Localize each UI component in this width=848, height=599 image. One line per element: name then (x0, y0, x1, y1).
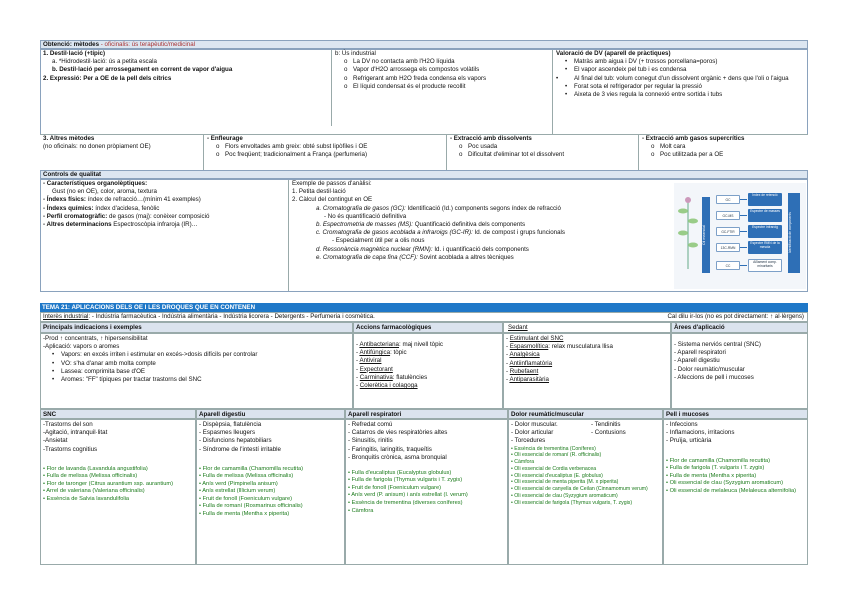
principal-line: Vapors: en excés irriten i estimular en excés->dosis difícils per controlar (61, 351, 258, 359)
oil-item: • Oli essencial de romaní (R. officinalis) (511, 452, 602, 459)
col-head-dolor: Dolor reumàtic/muscular (508, 409, 663, 419)
enfleurage-item: Flors envoltades amb greix: obté subst lipòfiles i OE (225, 143, 368, 151)
step-1: 1. Petita destil·lació (292, 188, 346, 196)
principal-line: Aromes: "FF" típiques per tractar trastorns del SNC (61, 375, 202, 383)
area-item: - Dolor reumàtic/muscular (674, 365, 745, 373)
oil-item: • Essència de Salvia lavandulifolia (43, 495, 130, 502)
indication: -Trastorns del son (43, 421, 93, 428)
step-c-note: - Especialment útil per a olis nous (332, 237, 425, 245)
step-a-title: a. Cromatografia de gasos (GC): (316, 204, 406, 212)
dissolvents-heading: - Extracció amb dissolvents (450, 135, 532, 142)
obtencio-col-2 (331, 50, 551, 126)
oil-list (511, 446, 660, 507)
action-note: : flatulències (392, 373, 428, 381)
qc-organoleptic: - Característiques organolèptiques: (43, 180, 148, 187)
oil-item: • Fulla de menta (Mentha x piperita) (199, 510, 290, 517)
method-box: 13C-RMN (716, 243, 740, 252)
result-box: Aïllament comp. minoritaris (748, 259, 782, 272)
indication: -Ansietat (43, 437, 68, 445)
oil-item: • Anís estrellat (Illicium verum) (199, 488, 276, 495)
accions-header: Accions farmacològiques (353, 322, 503, 333)
oil-item: • Fulla d'eucaliptus (Eucalyptus globulus) (348, 469, 452, 476)
oil-item: • Flor de camamilla (Chamomilla recutita) (199, 465, 304, 472)
oil-item: • Oli essencial de melaleuca (Melaleuca alternifolia) (666, 487, 797, 494)
action-note: : maj nivell tòpic (399, 341, 444, 348)
indication: - Tendinitis (591, 421, 621, 428)
industrial-item: Vapor d'H2O arrossega els compostos volàtils (353, 66, 480, 74)
action-item: Antibacteriana (359, 341, 399, 348)
indication: - Espasmes lleugers (199, 429, 256, 437)
method-box: GC-MS (716, 211, 740, 220)
oil-item: • Càmfora (511, 459, 535, 466)
action-item: Analgèsica (509, 351, 540, 359)
principals-header: Principals indicacions i exemples (40, 322, 353, 333)
indication: - Inflamacions, irritacions (666, 429, 735, 437)
oil-item: • Fulla de melissa (Melissa officinalis) (43, 473, 138, 480)
oil-item: • Flor de camamilla (Chamomilla recutita) (666, 457, 771, 464)
oil-item: • Fulla de romaní (Rosmarinus officinalis) (199, 503, 303, 510)
action-note: : tòpic (390, 349, 407, 357)
oil-item: • Essència de trementina (Coníferes) (511, 445, 596, 452)
obtencio-col-3: Valoració de DV (aparell de pràctiques) • Matràs amb aigua i DV (+ trossos porcellana=poros) • El vapor ascendeix pel tub i es condensa • Al final del tub: volum conegut d'un dissolvent orgànic + dens que l'oli o l'aigua • Forat sota el refrigerador per regular la pressió • Aixeta de 3 vies regula la connexió entre sortida i tubs (552, 50, 806, 134)
oil-item: • Flor de lavanda (Lavandula angustifolia) (43, 465, 148, 472)
result-box: Espectre de masses (748, 209, 782, 222)
col-respiratori (345, 419, 508, 565)
action-item: Antifúngica (359, 349, 391, 357)
oil-item: • Fulla de menta (Mentha x piperita) (666, 472, 757, 479)
indication: - Pruïja, urticària (666, 437, 712, 445)
indication: - Dolor muscular. (511, 421, 558, 428)
dilution-note: Cal dilu ir-los (no es pot directament: ↑ al·lèrgens) (667, 313, 804, 320)
action-item: Antiparasitària (509, 375, 549, 383)
section-note: - oficinalis: ús terapèutic/medicinal (100, 41, 196, 48)
action-item: Espasmolítica (509, 343, 549, 351)
method-box: GC-FTIR (716, 227, 740, 236)
indication: - Infeccions (666, 421, 698, 428)
step-b-title: b. Espectrometria de masses (MS): (316, 220, 413, 228)
qc-label: - Altres determinacions (43, 220, 112, 228)
steps-heading: Exemple de passos d'anàlisi: (292, 180, 372, 187)
oil-item: • Càmfora (348, 507, 374, 514)
plant-icon (676, 191, 700, 271)
result-box: Espectre RMN de la mescla (748, 241, 782, 254)
qc-label: - Índexs físics: (43, 196, 86, 204)
step-a-note: - No és quantificació definitiva (324, 212, 407, 220)
area-item: - Aparell respiratori (674, 349, 726, 357)
indication: - Síndrome de l'intestí irritable (199, 445, 281, 453)
indication: - Dispèpsia, flatulència (199, 421, 262, 428)
accions-col2-top (503, 322, 671, 333)
supercritics-heading: - Extracció amb gasos supercrítics (642, 135, 745, 142)
valoracio-heading: Valoració de DV (aparell de pràctiques) (556, 50, 671, 57)
qc-label: - Perfil cromatogràfic: (43, 212, 108, 220)
controls-steps (288, 180, 672, 291)
arees-block (671, 333, 808, 409)
qc-organoleptic-detail: Gust (no en OE), color, aroma, textura (52, 188, 157, 196)
col-pell (663, 419, 808, 565)
arrow-icons (740, 195, 748, 273)
dissolvents-block: - Extracció amb dissolvents o Poc usada o Dificultat d'eliminar tot el dissolvent (446, 135, 638, 170)
step-2: 2. Càlcul del contingut en OE (292, 196, 373, 204)
oil-item: • Essència de trementina (diverses coníferes) (348, 500, 463, 506)
oil-item: • Fulla de melissa (Melissa officinalis) (199, 473, 294, 480)
area-item: - Afeccions de pell i mucoses (674, 373, 754, 381)
indication: - Dolor articular (511, 429, 554, 437)
action-item: Expectorant (359, 365, 393, 373)
industrial-item: La DV no contacta amb l'H2O líquida (353, 58, 455, 66)
principal-line: -Aplicació: vapors o aromes (43, 343, 120, 351)
method-box: CC (716, 261, 740, 270)
qc-detail: índex de refracció…(mínim 41 exemples) (85, 196, 201, 204)
supercritics-block: - Extracció amb gasos supercrítics o Molt cara o Poc utilitzada per a OE (638, 135, 808, 170)
principals-block: -Prod ↑ concentrats, ↑ hipersensibilitat -Aplicació: vapors o aromes • Vapors: en excés irriten i estimular en excés->dosis difícils per controlar • VO: s'ha d'anar amb molta compte • Lassea: comprimita base d'OE • Aromes: "FF" típiques per tractar trastorns del SNC (40, 333, 353, 409)
action-item: Rubefaent (509, 367, 539, 375)
action-item: Antiinflamatòria (509, 359, 553, 367)
oil-item: • Anís verd (Pimpinella anisum) (199, 480, 278, 487)
step-e-title: e. Cromatografia de capa fina (CCF): (316, 253, 418, 261)
indication: - Catarros de vies respiratòries altes (348, 429, 448, 437)
oil-item: • Oli essencial de clau (Syzygium aromaticum) (511, 492, 618, 499)
controls-left (43, 180, 287, 229)
indication: - Sinusitis, rinitis (348, 437, 393, 445)
oil-item: • Oli essencial de clau (Syzygium aromaticum) (666, 480, 784, 487)
method-1a: a. *Hidrodestil·lació: ús a petita escala (52, 58, 157, 66)
step-c-text: Id. de compost i grups funcionals (472, 229, 566, 237)
oil-item: • Oli essencial de Cordia verbenacea (511, 465, 597, 472)
industrial-item: Refrigerant amb H2O freda condensa els vapors (353, 74, 487, 82)
col-dolor (508, 419, 663, 565)
industrial-use-heading: b: Ús industrial (335, 50, 376, 57)
indication: -Agitació, intranquil·litat (43, 429, 108, 437)
section-obtencio-header (40, 40, 808, 49)
indication: - Bronquitis crònica, asma bronquial (348, 453, 447, 461)
action-item: Colerètica i colagoga (359, 381, 418, 389)
action-item: Sedant (508, 324, 528, 331)
valoracio-item: Aixeta de 3 vies regula la connexió entre sortida i tubs (574, 90, 723, 98)
enfleurage-heading: - Enfleurage (207, 135, 243, 142)
accions-block-1: - Antibacteriana: maj nivell tòpic - Antifúngica: tòpic - Antiviral - Expectorant - Carminativa: flatulències - Colerètica i colagoga (353, 333, 503, 409)
other-methods-label (43, 135, 213, 151)
section-title: Obtenció: mètodes (43, 41, 100, 48)
col-head-respiratori: Aparell respiratori (345, 409, 508, 419)
oil-item: • Flor de taronger (Citrus aurantium ssp. aurantium) (43, 480, 174, 487)
method-1b: b. Destil·lació per arrossegament en corrent de vapor d'aigua (52, 66, 233, 74)
valoracio-item: Matràs amb aigua i DV (+ trossos porcellana=poros) (574, 58, 718, 66)
dissolvents-item: Poc usada (468, 143, 498, 151)
oil-item: • Fulla de farigola (Thymus vulgaris i T. zygis) (348, 477, 463, 484)
qc-detail: Espectroscòpia infraroja (IR)… (111, 220, 198, 228)
col-head-pell: Pell i mucoses (663, 409, 808, 419)
section-title: Controls de qualitat (43, 171, 102, 178)
indication: - Torcedures (511, 437, 546, 445)
area-item: - Aparell digestiu (674, 357, 720, 365)
analysis-diagram (674, 183, 806, 289)
valoracio-item: Forat sota el refrigerador per regular la pressió (574, 82, 702, 90)
indication: -Trastorns cognitius (43, 445, 98, 453)
step-b-text: Quantificació definitiva dels components (412, 220, 526, 228)
qc-detail: de gasos (maj): conèixer composició (107, 212, 210, 220)
oil-item: • Fruit de fonoll (Foeniculum vulgare) (199, 495, 293, 502)
method-1: 1. Destil·lació (+típic) (43, 50, 106, 57)
enfleurage-block: - Enfleurage o Flors envoltades amb greix: obté subst lipòfiles i OE o Poc freqüent; tradicionalment a França (perfumeria) (203, 135, 448, 170)
tema-title: TEMA 21: APLICACIONS DELS OE I LES DROQUES QUE EN CONTENEN (40, 303, 808, 312)
method-2: 2. Expressió: Per a OE de la pell dels cítrics (43, 74, 172, 82)
col-snc (40, 419, 196, 565)
supercritics-item: Poc utilitzada per a OE (660, 151, 724, 159)
principal-line: -Prod ↑ concentrats, ↑ hipersensibilitat (43, 335, 148, 342)
step-e-text: Sovint acoblada a altres tècniques (417, 253, 514, 261)
oil-item: • Oli essencial de farigola (Thymus vulgaris, T. zygis) (511, 499, 633, 506)
valoracio-item: El vapor ascendeix pel tub i es condensa (574, 66, 687, 74)
col-head-snc: SNC (40, 409, 196, 419)
area-item: - Sistema nerviós central (SNC) (674, 341, 761, 348)
identification-label: Identificació de components (788, 193, 800, 273)
other-methods-title: 3. Altres mètodes (43, 135, 95, 142)
oil-item: • Arrel de valeriana (Valeriana officinalis) (43, 488, 145, 495)
industrial-list: o La DV no contacta amb l'H2O líquida o Vapor d'H2O arrossega els compostos volàtils o Refrigerant amb H2O freda condensa els vapors o El líquid condensat és el producte recollit (344, 58, 487, 90)
col-head-digestiu: Aparell digestiu (196, 409, 345, 419)
enfleurage-item: Poc freqüent; tradicionalment a França (perfumeria) (225, 151, 368, 159)
industrial-interest-text: : - Indústria farmacèutica - Indústria alimentària - Indústria licorera - Detergents - Perfumeria i cosmètica. (88, 313, 375, 320)
principal-line: VO: s'ha d'anar amb molta compte (61, 359, 156, 367)
indication: - Faringitis, laringitis, traqueïtis (348, 445, 432, 453)
qc-label: - Índexs químics: (43, 204, 94, 212)
indication: - Contusions (591, 429, 626, 437)
step-d-text: Id. i quantificació dels components (432, 245, 529, 253)
col-digestiu (196, 419, 345, 565)
step-a-text: Identificació (Id.) components segons índex de refracció (405, 204, 561, 212)
other-methods-note: (no oficinals: no donen pròpiament OE) (43, 143, 151, 151)
qc-detail: índex d'acidesa, fenòlic (93, 204, 160, 212)
industrial-interest-label: Interès industrial (43, 313, 89, 320)
oil-item: • Oli essencial de canyella de Ceilan (Cinnamomum verum) (511, 486, 648, 493)
arees-header: Àrees d'aplicació (671, 322, 808, 333)
action-note: : relax musculatura llisa (548, 343, 613, 351)
supercritics-item: Molt cara (660, 143, 686, 151)
oil-item: • Oli essencial d'eucaliptus (E. globulus) (511, 472, 603, 479)
oil-item: • Fruit de fonoll (Foeniculum vulgare) (348, 484, 442, 491)
principal-line: Lassea: comprimita base d'OE (61, 367, 146, 375)
industrial-interest-row (40, 312, 808, 322)
indication: - Disfuncions hepatobiliars (199, 437, 272, 445)
oil-item: • Anís verd (P. anisum) i anís estrellat (I. verum) (348, 492, 468, 499)
result-box: Índex de retenció (748, 193, 782, 206)
step-c-title: c. Cromatografia de gasos acoblada a infraroigs (GC-IR): (316, 229, 473, 237)
indication: - Refredat comú (348, 421, 393, 428)
dissolvents-item: Dificultat d'eliminar tot el dissolvent (468, 151, 565, 159)
valoracio-item: Al final del tub: volum conegut d'un dissolvent orgànic + dens que l'oli o l'aigua (574, 74, 789, 82)
step-d-title: d. Ressonància magnètica nuclear (RMN): (316, 245, 433, 253)
accions-block-2: - Estimulant del SNC - Espasmolítica: relax musculatura llisa - Analgèsica - Antiinflamatòria - Rubefaent - Antiparasitària (503, 333, 671, 409)
oil-item: • Fulla de farigola (T. vulgaris i T. zygis) (666, 465, 765, 472)
oil-label: Oli essencial (702, 197, 710, 273)
industrial-item: El líquid condensat és el producte recollit (353, 82, 466, 90)
action-item: Estimulant del SNC (509, 335, 564, 342)
action-item: Antiviral (359, 357, 382, 365)
result-box: Espectre infraroig (748, 225, 782, 238)
method-box: GC (716, 195, 740, 204)
action-item: Carminativa (359, 373, 393, 381)
obtencio-col-1 (43, 50, 328, 83)
oil-item: • Oli essencial de menta piperita (M. x piperita) (511, 479, 619, 486)
section-controls-header (40, 170, 808, 179)
